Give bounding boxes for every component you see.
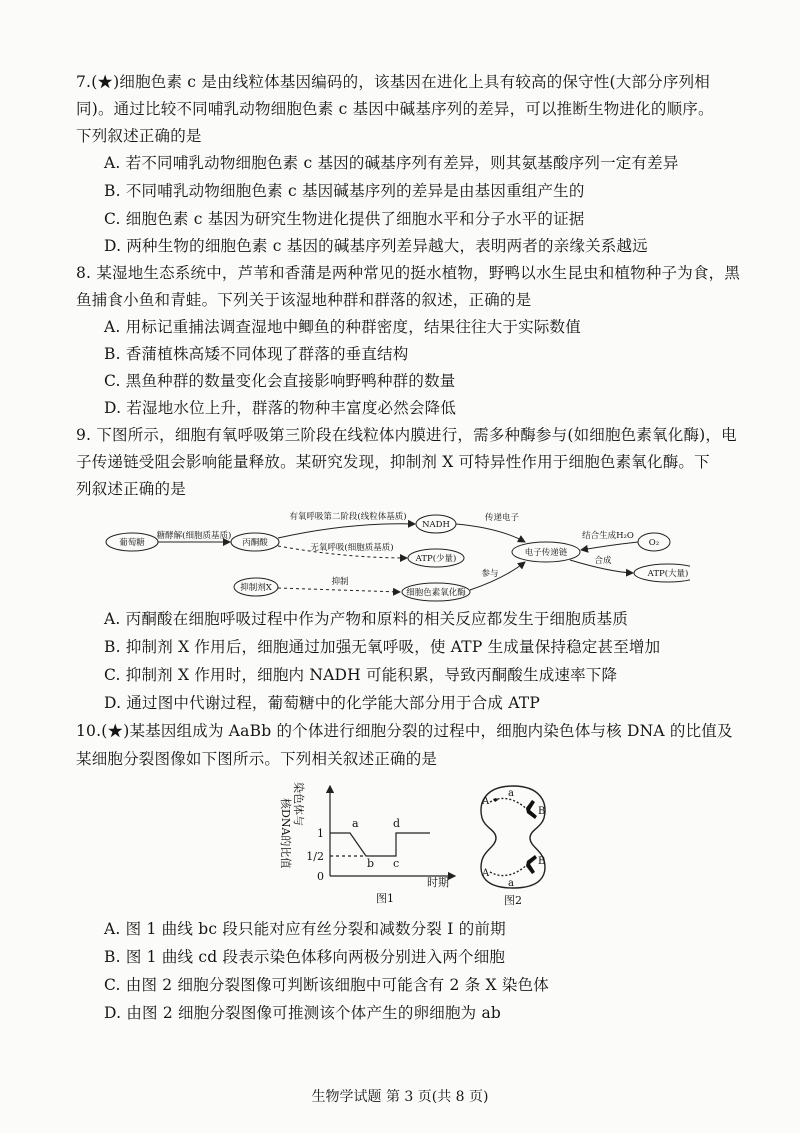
page-footer: 生物学试题 第 3 页(共 8 页) [311, 1089, 489, 1105]
q8-option-c: C. 黑鱼种群的数量变化会直接影响野鸭种群的数量 [104, 372, 456, 390]
atp-large-label: ATP(大量) [647, 569, 689, 579]
aerobic2-label: 有氧呼吸第二阶段(线粒体基质) [289, 512, 407, 522]
q7-stem-line-1: 7.(★)细胞色素 c 是由线粒体基因编码的，该基因在进化上具有较高的保守性(大部分序列相 [76, 73, 710, 91]
synthesis-label: 合成 [594, 556, 612, 566]
etc-label: 电子传递链 [524, 548, 568, 558]
q7-stem-line-2: 同)。通过比较不同哺乳动物细胞色素 c 基因中碱基序列的差异，可以推断生物进化的顺序。 [76, 100, 714, 118]
q9-option-d: D. 通过图中代谢过程，葡萄糖中的化学能大部分用于合成 ATP [104, 694, 540, 712]
q10-option-a: A. 图 1 曲线 bc 段只能对应有丝分裂和减数分裂 Ⅰ 的前期 [104, 920, 506, 938]
fig1-point-c: c [393, 857, 400, 870]
q9-option-c: C. 抑制剂 X 作用时，细胞内 NADH 可能积累，导致丙酮酸生成速率下降 [104, 666, 618, 684]
q7-option-d: D. 两种生物的细胞色素 c 基因的碱基序列差异越大，表明两者的亲缘关系越远 [104, 237, 648, 255]
q8-stem-line-2: 鱼捕食小鱼和青蛙。下列关于该湿地种群和群落的叙述，正确的是 [76, 291, 532, 309]
chromosome-top-b [526, 800, 537, 819]
chromosome-bottom-b [526, 855, 537, 874]
inhibit-label: 抑制 [331, 577, 349, 587]
fig2-label-A-top: A [482, 796, 490, 807]
fig2-label-B-bot: B [538, 856, 546, 867]
anaerobic-label: 无氧呼吸(细胞质基质) [310, 543, 394, 553]
fig1-ylabel-1: 染色体与 [292, 782, 305, 826]
q10-option-b: B. 图 1 曲线 cd 段表示染色体移向两极分别进入两个细胞 [104, 948, 506, 966]
respiration-diagram [100, 500, 690, 610]
participate-label: 参与 [481, 569, 499, 579]
chromosome-top-a [493, 798, 498, 802]
pyruvate-label: 丙酮酸 [242, 538, 268, 548]
fig1-point-b: b [367, 857, 375, 870]
fig2-label-a-bot: a [508, 878, 514, 889]
q7-option-a: A. 若不同哺乳动物细胞色素 c 基因的碱基序列有差异，则其氨基酸序列一定有差异 [104, 154, 679, 172]
q10-stem-line-2: 某细胞分裂图像如下图所示。下列相关叙述正确的是 [76, 750, 438, 768]
fig1-tick-1: 1 [317, 827, 324, 840]
glucose-label: 葡萄糖 [119, 538, 145, 548]
q9-stem-line-2: 子传递链受阻会影响能量释放。某研究发现，抑制剂 X 可特异性作用于细胞色素氧化酶。下 [76, 453, 710, 471]
q7-option-b: B. 不同哺乳动物细胞色素 c 基因碱基序列的差异是由基因重组产生的 [104, 182, 585, 200]
q9-stem-line-3: 列叙述正确的是 [76, 480, 186, 498]
q10-option-d: D. 由图 2 细胞分裂图像可推测该个体产生的卵细胞为 ab [104, 1004, 502, 1022]
q7-option-c: C. 细胞色素 c 基因为研究生物进化提供了细胞水平和分子水平的证据 [104, 210, 585, 228]
fig1-point-d: d [393, 817, 401, 830]
inhibitor-label: 抑制剂X [240, 583, 272, 593]
q10-stem-line-1: 10.(★)某基因组成为 AaBb 的个体进行细胞分裂的过程中，细胞内染色体与核 DNA 的比值及 [76, 722, 733, 740]
fig1-tick-half: 1/2 [306, 850, 324, 863]
fig2-label-A-bot: A [482, 868, 490, 879]
fig1-xlabel: 时期 [427, 876, 449, 889]
q10-option-c: C. 由图 2 细胞分裂图像可判断该细胞中可能含有 2 条 X 染色体 [104, 976, 549, 994]
transfer-electron-label: 传递电子 [484, 513, 520, 523]
q9-option-a: A. 丙酮酸在细胞呼吸过程中作为产物和原料的相关反应都发生于细胞质基质 [104, 610, 629, 628]
fig1-point-a: a [352, 817, 359, 830]
fig1-tick-0: 0 [317, 870, 324, 883]
q8-option-d: D. 若湿地水位上升，群落的物种丰富度必然会降低 [104, 399, 457, 417]
q8-option-b: B. 香蒲植株高矮不同体现了群落的垂直结构 [104, 345, 409, 363]
fig2-label-B-top: B [538, 806, 546, 817]
fig1-caption: 图1 [376, 892, 394, 905]
q8-option-a: A. 用标记重捕法调查湿地中鲫鱼的种群密度，结果往往大于实际数值 [104, 318, 581, 336]
o2-label: O₂ [648, 538, 660, 548]
q9-option-b: B. 抑制剂 X 作用后，细胞通过加强无氧呼吸，使 ATP 生成量保持稳定甚至增加 [104, 638, 661, 656]
ratio-curve [330, 833, 430, 856]
fig1-ylabel-2: 核DNA的比值 [279, 798, 292, 869]
q9-stem-line-1: 9. 下图所示，细胞有氧呼吸第三阶段在线粒体内膜进行，需多种酶参与(如细胞色素氧化酶)，电 [76, 426, 737, 444]
nadh-label: NADH [422, 520, 450, 530]
combine-h2o-label: 结合生成H₂O [582, 531, 634, 541]
glycolysis-label: 糖酵解(细胞质基质) [156, 531, 232, 541]
cyt-oxidase-label: 细胞色素氧化酶 [406, 588, 466, 598]
q7-stem-line-3: 下列叙述正确的是 [76, 127, 202, 145]
atp-small-label: ATP(少量) [415, 554, 457, 564]
fig2-label-a-top: a [508, 788, 514, 799]
figure-1-graph [270, 776, 470, 906]
figure-2-cell [468, 780, 558, 910]
fig2-caption: 图2 [504, 894, 522, 907]
q8-stem-line-1: 8. 某湿地生态系统中，芦苇和香蒲是两种常见的挺水植物，野鸭以水生昆虫和植物种子为食，黑 [76, 264, 741, 282]
